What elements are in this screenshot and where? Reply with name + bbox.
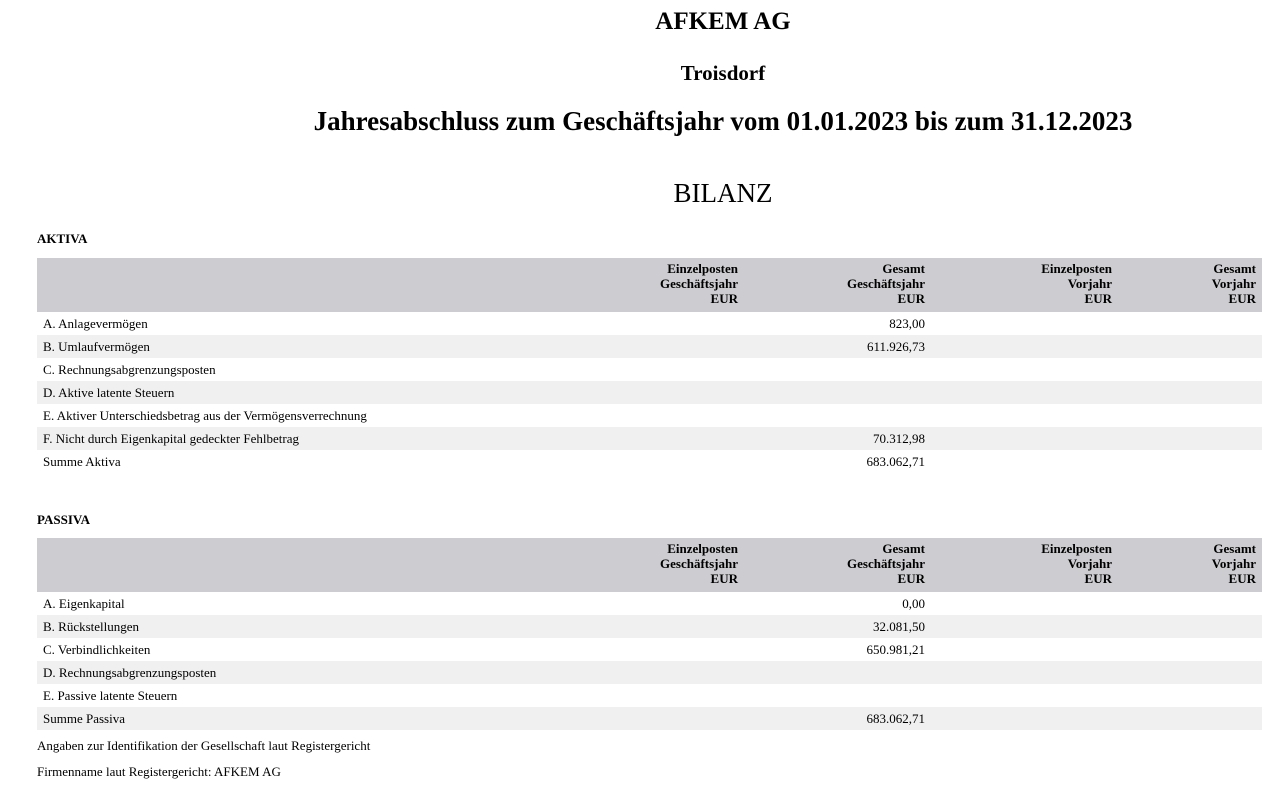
table-row — [37, 450, 1262, 473]
statement-title: BILANZ — [673, 178, 773, 208]
passiva-row-c3 — [931, 638, 1118, 661]
company-city: Troisdorf — [680, 61, 766, 85]
passiva-row-c2 — [744, 684, 931, 707]
label-header — [37, 538, 557, 592]
aktiva-row-c2 — [744, 404, 931, 427]
aktiva-row-label: D. Aktive latente Steuern — [37, 381, 557, 404]
header-einzelposten-gj: Einzelposten Geschäftsjahr EUR — [557, 538, 744, 592]
passiva-row-c4 — [1118, 684, 1262, 707]
table-header-row — [37, 538, 1262, 592]
passiva-row-label: D. Rechnungsabgrenzungsposten — [37, 661, 557, 684]
passiva-row-label: B. Rückstellungen — [37, 615, 557, 638]
aktiva-row-c3 — [931, 404, 1118, 427]
aktiva-row-c4 — [1118, 358, 1262, 381]
table-row — [37, 684, 1262, 707]
aktiva-row-c2: 823,00 — [889, 315, 925, 331]
aktiva-row-c1 — [557, 450, 744, 473]
passiva-row-c4 — [1118, 707, 1262, 730]
passiva-row-label: C. Verbindlichkeiten — [43, 641, 151, 657]
passiva-title: PASSIVA — [37, 512, 90, 527]
aktiva-row-c2 — [744, 381, 931, 404]
passiva-row-c1 — [557, 661, 744, 684]
aktiva-row-c3 — [931, 427, 1118, 450]
passiva-row-c3 — [931, 592, 1118, 615]
passiva-row-c2: 650.981,21 — [866, 641, 925, 657]
aktiva-row-label: C. Rechnungsabgrenzungsposten — [43, 361, 216, 377]
aktiva-row-c1 — [557, 312, 744, 335]
header-gesamt-gj: Gesamt Geschäftsjahr EUR — [744, 258, 931, 312]
aktiva-row-label: B. Umlaufvermögen — [37, 335, 557, 358]
aktiva-row-c2 — [744, 358, 931, 381]
passiva-row-c1 — [557, 592, 744, 615]
passiva-table — [37, 538, 1262, 730]
aktiva-row-label: F. Nicht durch Eigenkapital gedeckter Fehlbetrag — [37, 427, 557, 450]
identification-note: Angaben zur Identifikation der Gesellschaft laut Registergericht — [37, 738, 371, 753]
table-row — [37, 312, 1262, 335]
aktiva-row-c2: 70.312,98 — [744, 427, 931, 450]
passiva-row-c2 — [744, 661, 931, 684]
aktiva-row-c4 — [1118, 404, 1262, 427]
table-row — [37, 404, 1262, 427]
aktiva-row-c3 — [931, 381, 1118, 404]
table-header-row — [37, 258, 1262, 312]
table-row — [37, 661, 1262, 684]
aktiva-title: AKTIVA — [37, 231, 88, 246]
passiva-row-c2: 32.081,50 — [744, 615, 931, 638]
header-einzelposten-vj: Einzelposten Vorjahr EUR — [931, 258, 1118, 312]
passiva-row-c1 — [557, 638, 744, 661]
aktiva-row-c4 — [1118, 450, 1262, 473]
period-title: Jahresabschluss zum Geschäftsjahr vom 01.01.2023 bis zum 31.12.2023 — [313, 106, 1133, 136]
aktiva-row-c1 — [557, 358, 744, 381]
table-row — [37, 707, 1262, 730]
table-row — [37, 358, 1262, 381]
aktiva-row-c1 — [557, 427, 744, 450]
passiva-row-c2: 683.062,71 — [744, 707, 931, 730]
table-row — [37, 615, 1262, 638]
aktiva-row-c4 — [1118, 381, 1262, 404]
aktiva-row-c1 — [557, 381, 744, 404]
passiva-row-c1 — [557, 615, 744, 638]
aktiva-row-c4 — [1118, 427, 1262, 450]
aktiva-row-label: A. Anlagevermögen — [43, 315, 148, 331]
label-header — [37, 258, 557, 312]
header-gesamt-gj: Gesamt Geschäftsjahr EUR — [744, 538, 931, 592]
passiva-row-c1 — [557, 684, 744, 707]
passiva-row-c3 — [931, 661, 1118, 684]
passiva-row-c4 — [1118, 638, 1262, 661]
table-row — [37, 592, 1262, 615]
table-row — [37, 381, 1262, 404]
aktiva-row-c2: 611.926,73 — [744, 335, 931, 358]
header-gesamt-vj: Gesamt Vorjahr EUR — [1118, 538, 1262, 592]
aktiva-table — [37, 258, 1262, 473]
passiva-row-label: A. Eigenkapital — [43, 595, 125, 611]
aktiva-row-c3 — [931, 335, 1118, 358]
passiva-row-label: Summe Passiva — [37, 707, 557, 730]
passiva-row-c3 — [931, 707, 1118, 730]
aktiva-row-c1 — [557, 335, 744, 358]
aktiva-row-c3 — [931, 358, 1118, 381]
passiva-row-c4 — [1118, 615, 1262, 638]
aktiva-row-c2: 683.062,71 — [866, 453, 925, 469]
header-einzelposten-gj: Einzelposten Geschäftsjahr EUR — [557, 258, 744, 312]
aktiva-row-c1 — [557, 404, 744, 427]
header-gesamt-vj: Gesamt Vorjahr EUR — [1118, 258, 1262, 312]
passiva-row-c4 — [1118, 592, 1262, 615]
aktiva-row-c4 — [1118, 312, 1262, 335]
aktiva-row-label: E. Aktiver Unterschiedsbetrag aus der Vermögensverrechnung — [43, 407, 367, 423]
passiva-row-c2: 0,00 — [902, 595, 925, 611]
table-row — [37, 335, 1262, 358]
aktiva-row-label: Summe Aktiva — [43, 453, 121, 469]
passiva-row-c4 — [1118, 661, 1262, 684]
aktiva-row-c4 — [1118, 335, 1262, 358]
passiva-row-c3 — [931, 615, 1118, 638]
passiva-row-c1 — [557, 707, 744, 730]
company-name: AFKEM AG — [655, 8, 791, 35]
aktiva-row-c3 — [931, 450, 1118, 473]
registered-company-name: Firmenname laut Registergericht: AFKEM AG — [37, 764, 281, 779]
header-einzelposten-vj: Einzelposten Vorjahr EUR — [931, 538, 1118, 592]
passiva-row-c3 — [931, 684, 1118, 707]
aktiva-row-c3 — [931, 312, 1118, 335]
table-row — [37, 427, 1262, 450]
table-row — [37, 638, 1262, 661]
passiva-row-label: E. Passive latente Steuern — [43, 687, 178, 703]
